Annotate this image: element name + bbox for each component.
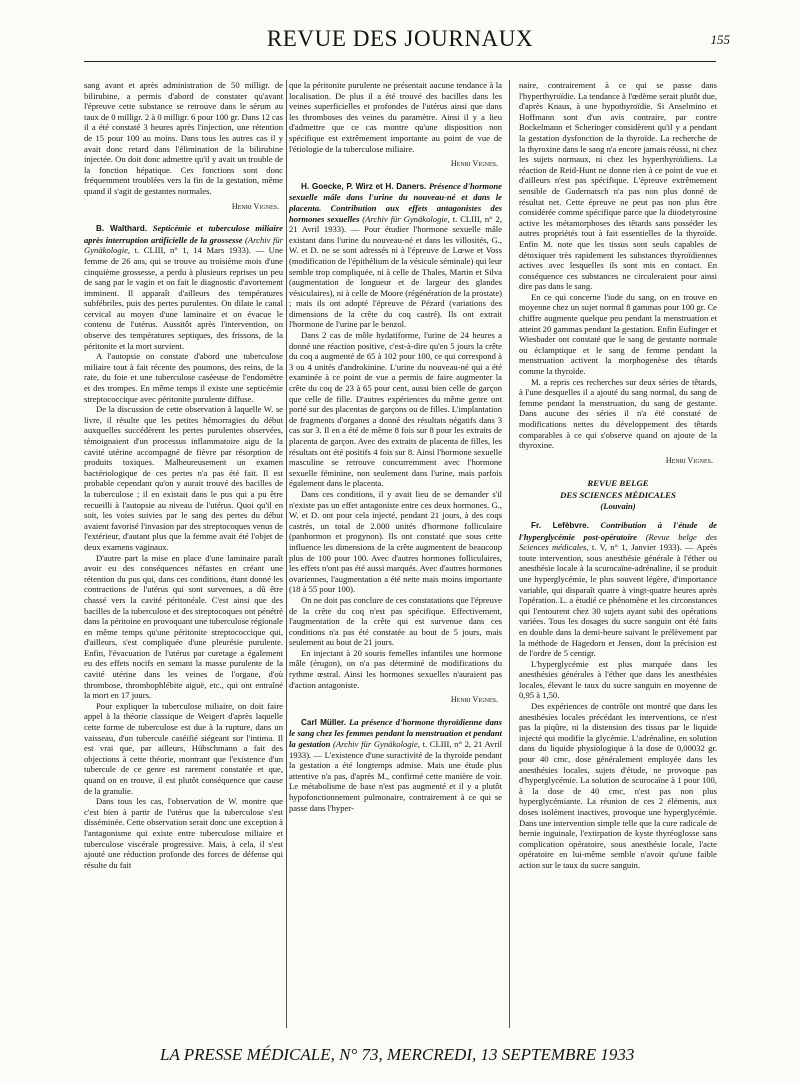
article-body: t. CLIII, n° 2, 21 Avril 1933). — L'existence d'une suractivité de la thyroïde pendant la gestation a été longtemps admise. Mais une étude plus attentive n'a pas, d'après M., confirmé cette manière de voir. Le métabolisme de base n'est pas augmenté et il y a plutôt hypofonctionnement pulmonaire, contrairement à ce qui se passe dans l'hyper- xyxy=(289,739,502,813)
article-author: Fr. Lefèbvre. xyxy=(531,520,590,530)
article-heading xyxy=(289,181,502,330)
article-heading xyxy=(289,717,502,813)
column-divider xyxy=(509,80,510,1028)
journal-section-heading: DES SCIENCES MÉDICALES xyxy=(560,490,676,501)
paragraph: Pour expliquer la tuberculose miliaire, on doit faire appel à la théorie classique de Weigert d'après laquelle cette forme de tuberculose est due à la rupture, dans un vaisseau, d'un tubercule caséifié siégeant sur l'intima. Il est vrai que, par ailleurs, Hübschmann a fait des objections à cette théorie, montrant que l'existence d'un tubercule de ce genre est rarement constatée et que, quand on en trouve, il est plutôt conséquence que cause de la granulie. xyxy=(84,700,283,796)
author-signature: Henri Vignes. xyxy=(450,695,498,705)
page-number: 155 xyxy=(710,32,730,47)
author-signature: Henri Vignes. xyxy=(450,159,498,169)
article-title: Contribution à l'étude de l'hyperglycémie post-opératoire xyxy=(519,519,717,542)
article-author: H. Goecke, P. Wirz et H. Daners. xyxy=(301,181,427,191)
paragraph: que la péritonite purulente ne présentait aucune tendance à la localisation. De plus il a été trouvé des bacilles dans les veines superficielles et profondes de l'utérus ainsi que dans les thromboses des veines du paramètre. Ainsi il y a lieu d'admettre que ce cas montre qu'une disposition non spécifique est extrêmement importante au point de vue de l'étiologie de la tuberculose miliaire. xyxy=(289,80,502,154)
article-source: (Archiv für Gynäkologie, xyxy=(362,213,450,224)
paragraph: Dans 2 cas de môle hydatiforme, l'urine de 24 heures a donné une réaction positive, c'est-à-dire qu'en 5 jours la crête du coq a augmenté de 65 à 102 pour 100, ce qui correspond à 3 ou 4 unités d'androkinine. L'urine du nouveau-né qui a été examinée à ce point de vue a permis de faire augmenter la crête du coq de 23 à 65 pour cent, aussi bien celle de garçon que celle de fille. D'autres expériences du même genre ont porté sur des placentas de garçons ou de filles. L'implantation de fragments d'organes a donné des résultats négatifs dans 3 cas sur 3. Il en a été de même 8 fois sur 8 pour les extraits de placenta de garçon. Avec des extraits de placenta de filles, les résultats ont été positifs 4 fois sur 8. Ainsi l'hormone sexuelle masculine se retrouve concurremment avec l'hormone sexuelle féminine, non seulement dans l'urine, mais parfois également dans le placenta. xyxy=(289,330,502,489)
page-header xyxy=(70,22,730,56)
page-footer: LA PRESSE MÉDICALE, N° 73, MERCREDI, 13 SEPTEMBRE 1933 xyxy=(160,1045,635,1064)
column-divider xyxy=(286,80,287,1028)
paragraph: De la discussion de cette observation à laquelle W. se livre, il résulte que les petites hémorragies du début auxquelles succédèrent les pertes purulentes observées, témoignaient d'un processus inflammatoire aigu de la cavité utérine accompagné de fièvre par résorption de produits toxiques. Malheureusement un examen bactériologique de ces pertes n'a pas été fait. Il est probable cependant qu'on y aurait trouvé des bacilles de la tuberculose ; il en existait dans le pus qui a pu être recueilli à l'autopsie au niveau de l'utérus. Quoi qu'il en soit, les voies suivies par le sang des pertes du début avaient favorisé l'invasion par des streptocoques venus de l'extérieur, d'autant plus que la femme avait été l'objet de deux examens vaginaux. xyxy=(84,404,283,552)
article-title: Septicémie et tuberculose miliaire après interruption artificielle de la grossesse xyxy=(84,223,283,245)
paragraph: A l'autopsie on constate d'abord une tuberculose miliaire tout à fait récente des poumons, des reins, de la rate, du foie et une tuberculose caséeuse de l'endomètre et des trompes. En même temps il existe une septicémie streptococcique avec péritonite purulente diffuse. xyxy=(84,351,283,404)
column-left xyxy=(84,80,283,1038)
article-source: (Revue belge des Sciences médicales, xyxy=(519,531,717,553)
column-right xyxy=(519,80,717,1038)
paragraph: En injectant à 20 souris femelles infantiles une hormone mâle (érugon), on n'a pas déterminé de modifications du rythme œstral. Ainsi les hormones sexuelles n'auraient pas d'action antagoniste. xyxy=(289,647,502,690)
journal-section-location: (Louvain) xyxy=(600,501,636,512)
article-heading xyxy=(519,520,717,659)
article-body: t. CLIII, n° 2, 21 Avril 1933). — Pour étudier l'hormone sexuelle mâle existant dans l'urine du nouveau-né et dans les villosités, G., W. et D. ne se sont adressés ni à l'épreuve de Lœwe et Voss (modification de l'épithélium de la vésicule séminale) qui leur semble trop compliquée, ni à celle de Thales, Martin et Silva (augmentation de longueur et de largeur des glandes vésiculaires), ni à celle de Moore (régénération de la prostate) ; mais ils ont adopté l'épreuve de Pézard (variations des dimensions de la crête du coq castré). Ils ont extrait l'hormone de l'urine par le benzol. xyxy=(289,213,502,330)
article-source: (Archiv für Gynäkologie, xyxy=(333,739,420,750)
article-author: B. Walthard. xyxy=(96,224,148,234)
article-heading xyxy=(84,223,283,351)
paragraph: En ce qui concerne l'iode du sang, on en trouve en moyenne chez un sujet normal 8 gammas pour 100 gr. Ce chiffre augmente quelque peu pendant la menstruation et atteint 20 gammas pendant la gestation. Enfin Eufinger et Wiesbader ont constaté que le sang de gestante normale ou éclamptique et le sang de femme pendant la menstruation activent la morphogenèse des têtards comme la thyroïde. xyxy=(519,291,717,377)
article-source: (Archiv für Gynäkologie, xyxy=(84,234,283,256)
article-title: La présence d'hormone thyroïdienne dans le sang chez les femmes pendant la menstruation et pendant la gestation xyxy=(289,716,502,750)
paragraph: Des expériences de contrôle ont montré que dans les anesthésies locales précédant les interventions, ce n'est pas la piqûre, ni la distension des tissus par le liquide injecté qui modifie la glycémie. L'adrénaline, en solution dans du liquide physiologique à la dose de 0,00032 gr. pour 40 cmc, dose généralement employée dans les anesthésies locales, sujets d'étude, ne provoque pas d'hyperglycémie. La solution de scurocaïne à 1 pour 100, à la dose de 40 cmc, n'est pas non plus hyperglycémiante. La réunion de ces 2 éléments, aux doses isolément inactives, provoque une hyperglycémie. Dans une intervention simple telle que la cure radicale de hernie inguinale, l'extirpation de kyste thyréoglosse sans complication opératoire, sous anesthésie locale, l'acte opératoire en lui-même semble n'avoir qu'une faible action sur le taux du sucre sanguin. xyxy=(519,701,717,870)
paragraph: sang avant et après administration de 50 milligr. de bilirubine, a permis d'abord de constater qu'avant l'épreuve cette substance se retrouve dans le sérum au taux de 0 milligr. 2 à 0 milligr. 6 pour 100 gr. Dans 12 cas il a été constaté 3 heures après l'injection, une rétention de 15 pour 100 au moins. Dans tous les autres cas il y avait donc retard dans l'élimination de la bilirubine injectée. On doit donc admettre qu'il y avait un trouble de la fonction hépatique. Ces fonctions sont donc fréquemment troublées vers la fin de la gestation, même quand il s'agit de gestantes normales. xyxy=(84,80,283,196)
journal-section-title: REVUE DES JOURNAUX xyxy=(266,26,534,51)
paragraph: D'autre part la mise en place d'une laminaire paraît avoir eu des conséquences néfastes en créant une rétention du pus qui, dans ces conditions, étant donné les contractions de l'utérus qui sont survenues, a dû être chassé vers la cavité péritonéale. C'est ainsi que des bacilles de la tuberculose et des streptocoques ont pénétré dans la péritoine en provoquant une tuberculose régionale en même temps qu'une péritonite streptococcique qui, d'ailleurs, s'est compliquée d'une pleurésie purulente. Enfin, l'évacuation de l'utérus par curetage a également eu des effets nocifs en semant la masse purulente de la cavité utérine dans les veines de l'organe, d'où thrombose, thrombophlébite aiguë, etc., qui ont entraîné la mort en 17 jours. xyxy=(84,552,283,701)
paragraph: naire, contrairement à ce qui se passe dans l'hyperthyroïdie. La tendance à l'œdème serait plutôt due, d'après Knaus, à une hypothyroïdie. Si Anselmino et Hoffmann sont d'un avis contraire, par contre Bockelmann et Scheringer considèrent qu'il y a pendant la gestation dysfonction de la thyroïde. La recherche de la thyroxine dans le sang n'a encore jamais réussi, ni chez les sujets normaux, ni chez les hyperthyroïdiens. La réaction de Reid-Hunt ne donne rien à ce point de vue et d'ailleurs n'est pas spécifique. L'épreuve extrêmement sensible de Gudernatsch n'a pas non plus donné de résultat net. Cette épreuve ne peut pas non plus être considérée comme spécifique parce que la diiodetyrosine active les métamorphoses des têtards sans posséder les autres propriétés tout à fait essentielles de la thyroïde. Enfin M. note que les tissus sont seuls capables de détoxiquer très rapidement les substances thyroïdiennes actives avec lesquelles ils sont mis en contact. En conséquence ces substances ne circuleraient pour ainsi dire pas dans le sang. xyxy=(519,80,717,292)
author-signature: Henri Vignes. xyxy=(665,455,713,465)
header-rule xyxy=(84,61,716,62)
article-body: t. V, n° 1, Janvier 1933). — Après toute intervention, sous anesthésie générale à l'éther ou anesthésie locale à la scurocaïne-adrénaline, il se produit une hyperglycémie, le plus souvent légère, d'importance variable, qui disparaît quatre à vingt-quatre heures après l'opération. L. a étudié ce phénomène et les circonstances qui l'entourent chez 30 sujets ayant subi des opérations variées. Tous les dosages du sucre sanguin ont été faits en double dans la demi-heure suivant le prélèvement par la méthode de Hagedorn et Jensen, dont la précision est de l'ordre de 5 centigr. xyxy=(519,542,717,659)
paragraph: On ne doit pas conclure de ces constatations que l'épreuve de la crête du coq n'est pas spécifique. Effectivement, l'augmentation de la crête qui est survenue dans ces conditions n'a pas été constatée au bout de 5 jours, mais seulement au bout de 21 jours. xyxy=(289,594,502,648)
paragraph: L'hyperglycémie est plus marquée dans les anesthésies générales à l'éther que dans les anesthésies locales, élevant le taux du sucre sanguin en moyenne de 0,95 à 1,50. xyxy=(519,658,717,701)
article-title: Présence d'hormone sexuelle mâle dans l'urine du nouveau-né et dans le placenta. Contribution aux effets antagonistes des hormones sexuelles xyxy=(289,180,502,224)
author-signature: Henri Vignes. xyxy=(231,201,279,211)
paragraph: M. a repris ces recherches sur deux séries de têtards, à l'une desquelles il a ajouté du sang normal, du sang de femme pendant la menstruation, du sang de gestante. Dans aucune des séries il n'a été constaté de modifications nettes du développement des têtards comparables à ce qui s'observe quand on ajoute de la thyroxine. xyxy=(519,376,717,451)
paragraph: Dans tous les cas, l'observation de W. montre que c'est bien à partir de l'utérus que la tuberculose s'est disséminée. Cette observation serait donc une exception à l'antagonisme qui existe entre tuberculose miliaire et tuberculose viscérale progressive. Mais, à cela, il s'est ajouté une réduction profonde des forces de défense qui résulte du fait xyxy=(84,796,283,870)
journal-section-heading: REVUE BELGE xyxy=(587,478,649,489)
paragraph: Dans ces conditions, il y avait lieu de se demander s'il n'existe pas un effet antagoniste entre ces deux hormones. G., W. et D. ont pour cela injecté, pendant 21 jours, à des coqs castrés, un total de 2.000 unités d'hormone folliculaire (panhormon et progynon). Ils ont constaté que sous cette influence les dimensions de la crête augmentent de beaucoup plus de 100 pour 100. Avec d'autres hormones folliculaires, les effets n'ont pas été aussi marqués. Avec d'autres hormones ovariennes, l'augmentation a été nette mais moins importante (18 à 55 pour 100). xyxy=(289,488,502,595)
article-body: t. CLIII, n° 1, 14 Mars 1933). — Une femme de 26 ans, qui se trouve au troisième mois d'une cinquième grossesse, a perdu à plusieurs reprises un peu de sang par le vagin et on fait le diagnostic d'avortement imminent. Il apparaît d'ailleurs des températures subfébriles, puis des pertes purulentes. On dilate le canal cervical au moyen d'une laminaire et on évacue le contenu de l'utérus. Aussitôt après l'intervention, on observe des températures septiques, des frissons, de la péritonite et la mort survient. xyxy=(84,245,283,351)
article-author: Carl Müller. xyxy=(301,717,347,727)
column-middle xyxy=(289,80,502,1038)
